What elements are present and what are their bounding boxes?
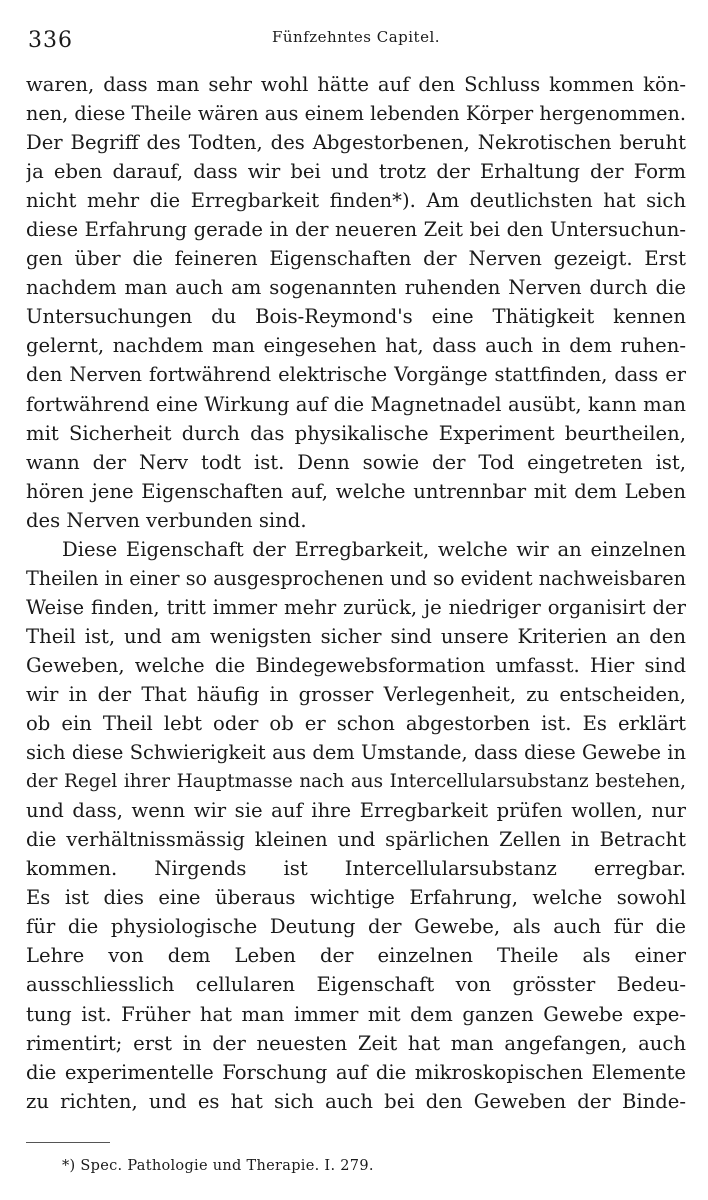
text-line: nachdem man auch am sogenannten ruhenden Nerven durch die — [26, 276, 686, 300]
text-line: ob ein Theil lebt oder ob er schon abgestorben ist. Es erklärt — [26, 712, 686, 736]
paragraph-2 — [26, 535, 686, 1116]
text-line: gen über die feineren Eigenschaften der Nerven gezeigt. Erst — [26, 247, 686, 271]
text-line: mit Sicherheit durch das physikalische Experiment beurtheilen, — [26, 421, 686, 445]
text-line: sich diese Schwierigkeit aus dem Umstande, dass diese Gewebe in — [26, 741, 686, 765]
text-line: ausschliesslich cellularen Eigenschaft von grösster Bedeu- — [26, 973, 686, 997]
text-line: die verhältnissmässig kleinen und spärlichen Zellen in Betracht — [26, 828, 686, 852]
running-head: Fünfzehntes Capitel. — [271, 28, 441, 46]
text-line: wir in der That häufig in grosser Verlegenheit, zu entscheiden, — [26, 682, 686, 706]
text-line: der Regel ihrer Hauptmasse nach aus Intercellularsubstanz bestehen, — [26, 771, 686, 793]
text-line: Der Begriff des Todten, des Abgestorbenen, Nekrotischen beruht — [26, 131, 686, 155]
text-line: wann der Nerv todt ist. Denn sowie der Tod eingetreten ist, — [26, 450, 686, 474]
text-line: Untersuchungen du Bois-Reymond's eine Thätigkeit kennen — [26, 305, 686, 329]
body-text — [26, 70, 686, 1116]
text-line: Lehre von dem Leben der einzelnen Theile als einer — [26, 944, 686, 968]
text-line: kommen. Nirgends ist Intercellularsubstanz erregbar. — [26, 857, 686, 881]
page-header — [28, 28, 684, 58]
text-line: die experimentelle Forschung auf die mikroskopischen Elemente — [26, 1060, 686, 1084]
text-line: Es ist dies eine überaus wichtige Erfahrung, welche sowohl — [26, 886, 686, 910]
text-line: gelernt, nachdem man eingesehen hat, dass auch in dem ruhen- — [26, 334, 686, 358]
text-line: nicht mehr die Erregbarkeit finden*). Am deutlichsten hat sich — [26, 189, 686, 213]
text-line: hören jene Eigenschaften auf, welche untrennbar mit dem Leben — [26, 479, 686, 503]
text-line: des Nerven verbunden sind. — [26, 508, 307, 532]
text-line: Geweben, welche die Bindegewebsformation umfasst. Hier sind — [26, 653, 686, 677]
footnote-divider — [26, 1142, 110, 1143]
text-line: diese Erfahrung gerade in der neueren Zeit bei den Untersuchun- — [26, 218, 686, 242]
text-line: und dass, wenn wir sie auf ihre Erregbarkeit prüfen wollen, nur — [26, 799, 686, 823]
text-line: ja eben darauf, dass wir bei und trotz der Erhaltung der Form — [26, 160, 686, 184]
text-line: waren, dass man sehr wohl hätte auf den Schluss kommen kön- — [26, 73, 686, 96]
text-line: für die physiologische Deutung der Gewebe, als auch für die — [26, 915, 686, 939]
text-line: nen, diese Theile wären aus einem lebenden Körper hergenommen. — [26, 102, 686, 126]
text-line: Theil ist, und am wenigsten sicher sind unsere Kriterien an den — [26, 624, 686, 648]
paragraph-1 — [26, 70, 686, 535]
text-line: fortwährend eine Wirkung auf die Magnetnadel ausübt, kann man — [26, 392, 686, 416]
footnote: *) Spec. Pathologie und Therapie. I. 279. — [62, 1158, 374, 1174]
text-line: Diese Eigenschaft der Erregbarkeit, welche wir an einzelnen — [62, 537, 686, 561]
text-line: den Nerven fortwährend elektrische Vorgänge stattfinden, dass er — [26, 363, 686, 387]
text-line: tung ist. Früher hat man immer mit dem ganzen Gewebe expe- — [26, 1002, 686, 1026]
page-number: 336 — [28, 28, 73, 53]
text-line: Weise finden, tritt immer mehr zurück, je niedriger organisirt der — [26, 595, 686, 619]
text-line: rimentirt; erst in der neuesten Zeit hat man angefangen, auch — [26, 1031, 686, 1055]
text-line: zu richten, und es hat sich auch bei den Geweben der Binde- — [26, 1089, 686, 1113]
text-line: Theilen in einer so ausgesprochenen und so evident nachweisbaren — [26, 566, 686, 590]
